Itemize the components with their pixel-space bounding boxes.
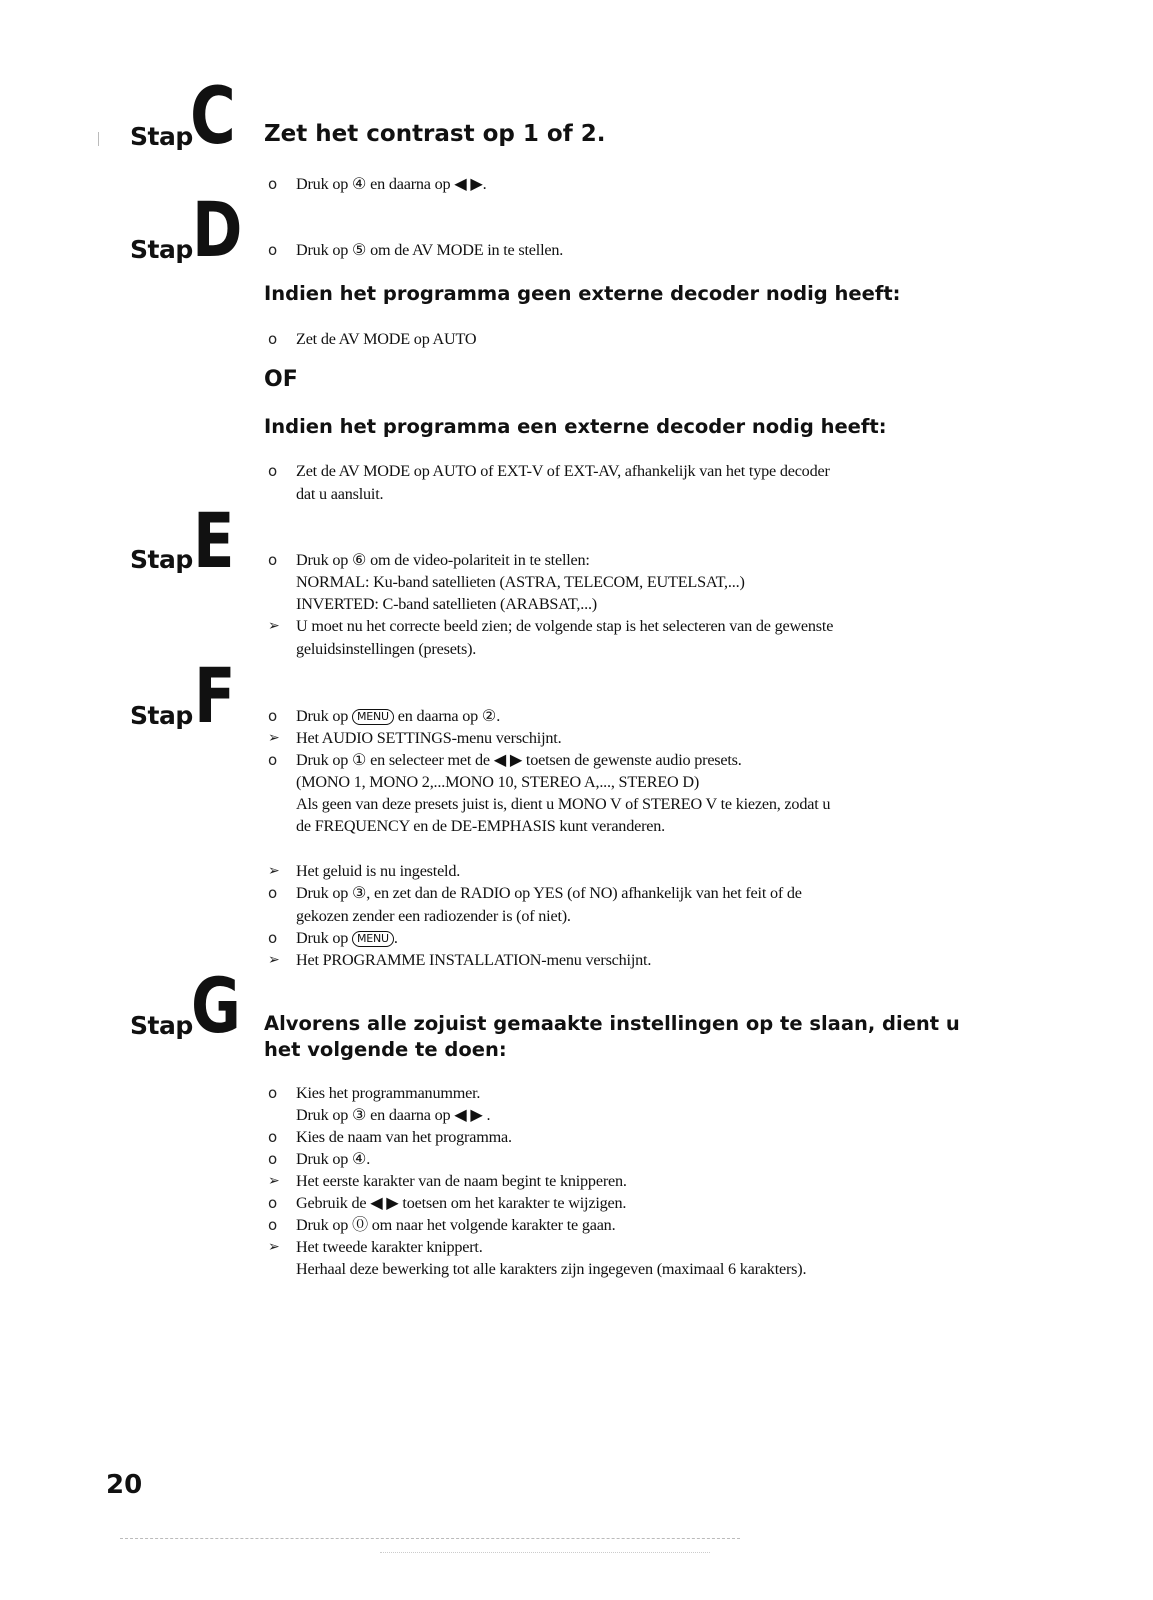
- instruction-text: Druk op ① en selecteer met de ◀ ▶ toetsen de gewenste audio presets.: [296, 751, 742, 769]
- instruction-text: Druk op ③, en zet dan de RADIO op YES (of NO) afhankelijk van het feit of de: [296, 884, 802, 902]
- instruction-text: Druk op ⓪ om naar het volgende karakter te gaan.: [296, 1216, 616, 1234]
- result-text: Het AUDIO SETTINGS-menu verschijnt.: [296, 729, 562, 747]
- instruction-text: dat u aansluit.: [296, 485, 384, 503]
- instruction-text: Druk op ⑥ om de video-polariteit in te stellen:: [296, 551, 590, 569]
- step-letter: G: [191, 961, 241, 1050]
- step-g-heading-line: het volgende te doen:: [264, 1038, 507, 1061]
- page-number: 20: [106, 1470, 143, 1500]
- bullet-marker: o: [268, 1084, 277, 1102]
- instruction-text: Druk op ④.: [296, 1150, 371, 1168]
- scan-noise-line: [380, 1552, 710, 1555]
- bullet-marker: o: [268, 1150, 277, 1168]
- step-word: Stap: [130, 1011, 193, 1040]
- instruction-text: gekozen zender een radiozender is (of niet).: [296, 907, 571, 925]
- condition-heading: Indien het programma een externe decoder nodig heeft:: [264, 415, 887, 438]
- step-letter: C: [190, 72, 236, 162]
- result-text: Het tweede karakter knippert.: [296, 1238, 483, 1256]
- menu-key-icon: MENU: [352, 709, 394, 725]
- instruction-text: Zet de AV MODE op AUTO of EXT-V of EXT-AV, afhankelijk van het type decoder: [296, 462, 830, 480]
- step-word: Stap: [130, 122, 193, 151]
- instruction-text: Druk op ③ en daarna op ◀ ▶ .: [296, 1106, 491, 1124]
- step-letter: E: [193, 496, 235, 585]
- bullet-marker: o: [268, 1194, 277, 1212]
- instruction-text: Kies het programmanummer.: [296, 1084, 481, 1102]
- instruction-text: NORMAL: Ku-band satellieten (ASTRA, TELECOM, EUTELSAT,...): [296, 573, 745, 591]
- instruction-suffix: .: [393, 929, 398, 947]
- arrow-marker-icon: ➢: [268, 1239, 280, 1255]
- instruction-text: (MONO 1, MONO 2,...MONO 10, STEREO A,..., STEREO D): [296, 773, 700, 791]
- instruction-text: Kies de naam van het programma.: [296, 1128, 512, 1146]
- result-text: U moet nu het correcte beeld zien; de volgende stap is het selecteren van de gewenste: [296, 617, 834, 635]
- instruction-text: Als geen van deze presets juist is, dient u MONO V of STEREO V te kiezen, zodat u: [296, 795, 831, 813]
- instruction-text: [296, 705, 500, 727]
- bullet-marker: o: [268, 462, 277, 480]
- condition-heading: Indien het programma geen externe decoder nodig heeft:: [264, 282, 901, 305]
- bullet-marker: o: [268, 884, 277, 902]
- arrow-marker-icon: ➢: [268, 1173, 280, 1189]
- instruction-text: de FREQUENCY en de DE-EMPHASIS kunt veranderen.: [296, 817, 665, 835]
- instruction-text: Druk op ⑤ om de AV MODE in te stellen.: [296, 241, 564, 259]
- bullet-marker: o: [268, 330, 277, 348]
- step-letter: F: [194, 651, 236, 740]
- bullet-marker: o: [268, 751, 277, 769]
- step-letter: D: [192, 185, 243, 274]
- bullet-marker: o: [268, 551, 277, 569]
- step-g-heading-line: Alvorens alle zojuist gemaakte instellingen op te slaan, dient u: [264, 1012, 960, 1035]
- menu-key-icon: MENU: [352, 931, 394, 947]
- instruction-prefix: Druk op: [296, 929, 349, 947]
- instruction-suffix: en daarna op ②.: [397, 707, 501, 725]
- instruction-text: [296, 927, 398, 949]
- step-word: Stap: [130, 545, 193, 574]
- arrow-marker-icon: ➢: [268, 863, 280, 879]
- result-text: Herhaal deze bewerking tot alle karakters zijn ingegeven (maximaal 6 karakters).: [296, 1260, 807, 1278]
- scan-noise-mark: [98, 132, 107, 146]
- bullet-marker: o: [268, 241, 277, 259]
- bullet-marker: o: [268, 707, 277, 725]
- bullet-marker: o: [268, 1128, 277, 1146]
- instruction-text: Zet de AV MODE op AUTO: [296, 330, 477, 348]
- step-word: Stap: [130, 235, 193, 264]
- bullet-marker: o: [268, 1216, 277, 1234]
- arrow-marker-icon: ➢: [268, 618, 280, 634]
- scan-noise-line: [120, 1538, 740, 1541]
- result-text: Het geluid is nu ingesteld.: [296, 862, 461, 880]
- step-word: Stap: [130, 701, 193, 730]
- arrow-marker-icon: ➢: [268, 730, 280, 746]
- instruction-text: Gebruik de ◀ ▶ toetsen om het karakter te wijzigen.: [296, 1194, 627, 1212]
- instruction-prefix: Druk op: [296, 707, 349, 725]
- result-text: Het eerste karakter van de naam begint te knipperen.: [296, 1172, 627, 1190]
- arrow-marker-icon: ➢: [268, 952, 280, 968]
- step-c-heading: Zet het contrast op 1 of 2.: [264, 121, 606, 147]
- instruction-text: Druk op ④ en daarna op ◀ ▶.: [296, 175, 487, 193]
- result-text: Het PROGRAMME INSTALLATION-menu verschijnt.: [296, 951, 652, 969]
- or-heading: OF: [264, 367, 298, 392]
- instruction-text: INVERTED: C-band satellieten (ARABSAT,...): [296, 595, 597, 613]
- bullet-marker: o: [268, 175, 277, 193]
- result-text: geluidsinstellingen (presets).: [296, 640, 477, 658]
- bullet-marker: o: [268, 929, 277, 947]
